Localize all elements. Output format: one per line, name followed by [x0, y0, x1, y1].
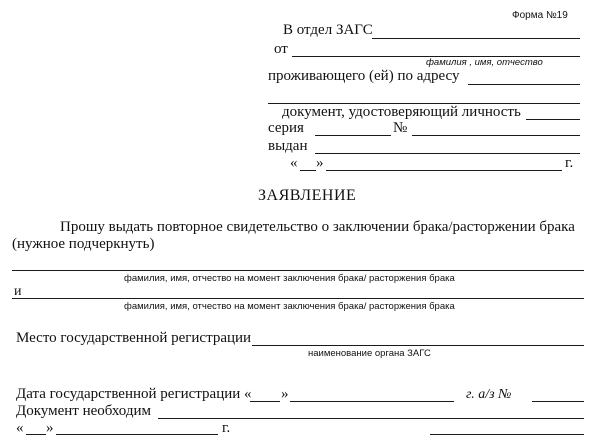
from-label: от [274, 41, 288, 57]
document-needed-field[interactable] [158, 418, 584, 419]
registration-month-year-field[interactable] [290, 401, 454, 402]
registration-place-label: Место государственной регистрации [16, 330, 252, 346]
issued-field[interactable] [315, 153, 580, 154]
registration-date-label: Дата государственной регистрации « [16, 386, 252, 402]
request-text: Прошу выдать повторное свидетельство о заключении брака/расторжении брака [60, 219, 575, 235]
bottom-date-close: » [46, 420, 54, 436]
year-suffix: г. [565, 155, 574, 171]
date-close-quote: » [316, 155, 324, 171]
form-number: Форма №19 [512, 10, 568, 21]
registration-day-field[interactable] [250, 401, 280, 402]
to-registry-label: В отдел ЗАГС [283, 22, 373, 38]
and-label: и [14, 284, 22, 299]
spouse-2-caption: фамилия, имя, отчество на момент заключения брака/ расторжения брака [124, 301, 455, 312]
series-label: серия [268, 120, 304, 136]
spouse-1-caption: фамилия, имя, отчество на момент заключения брака/ расторжения брака [124, 273, 455, 284]
id-document-field[interactable] [526, 119, 580, 120]
issued-label: выдан [268, 138, 308, 154]
spouse-1-name-field[interactable] [12, 270, 584, 271]
registration-place-field[interactable] [252, 345, 584, 346]
from-caption: фамилия , имя, отчество [426, 57, 543, 68]
series-field[interactable] [315, 135, 391, 136]
record-number-field[interactable] [532, 401, 584, 402]
date-open-quote: « [290, 155, 298, 171]
underline-note: (нужное подчеркнуть) [12, 236, 155, 252]
to-registry-field[interactable] [372, 38, 580, 39]
record-number-label: г. а/з № [466, 387, 512, 402]
document-needed-label: Документ необходим [16, 403, 151, 419]
bottom-date-open: « [16, 420, 24, 436]
signature-field[interactable] [430, 434, 584, 435]
bottom-month-year-field[interactable] [56, 434, 218, 435]
address-label: проживающего (ей) по адресу [268, 68, 460, 84]
bottom-year-suffix: г. [222, 420, 231, 436]
issued-month-year-field[interactable] [326, 170, 562, 171]
document-title: ЗАЯВЛЕНИЕ [258, 187, 357, 204]
number-label: № [393, 120, 408, 136]
registration-date-close: » [281, 386, 289, 402]
registration-place-caption: наименование органа ЗАГС [308, 348, 431, 359]
bottom-day-field[interactable] [26, 434, 46, 435]
issued-day-field[interactable] [300, 170, 316, 171]
spouse-2-name-field[interactable] [12, 298, 584, 299]
id-document-label: документ, удостоверяющий личность [282, 104, 521, 120]
number-field[interactable] [412, 135, 580, 136]
address-field-1[interactable] [468, 84, 580, 85]
